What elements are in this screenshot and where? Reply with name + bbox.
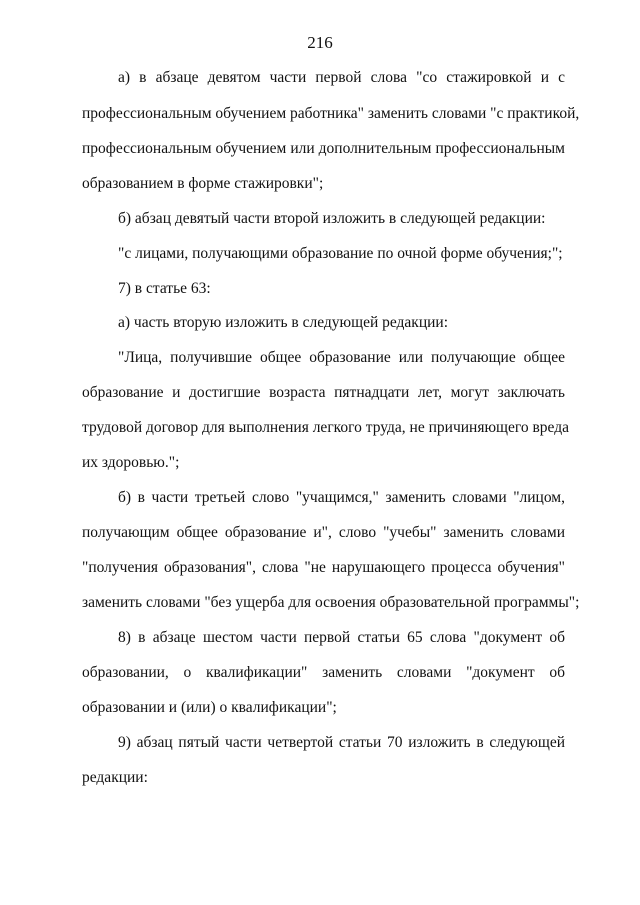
text-line: б) абзац девятый части второй изложить в следующей редакции: (118, 210, 546, 227)
text-line: профессиональным обучением или дополнительным профессиональным (82, 140, 565, 157)
text-line: образованием в форме стажировки"; (82, 175, 324, 192)
page-number: 216 (307, 33, 333, 52)
text-line: трудовой договор для выполнения легкого труда, не причиняющего вреда (82, 419, 569, 436)
text-line: а) в абзаце девятом части первой слова "со стажировкой и с (118, 69, 565, 86)
text-line: заменить словами "без ущерба для освоения образовательной программы"; (82, 594, 580, 611)
text-line: "получения образования", слова "не нарушающего процесса обучения" (82, 559, 565, 576)
text-line: 7) в статье 63: (118, 280, 211, 297)
text-line: 9) абзац пятый части четвертой статьи 70 изложить в следующей (118, 734, 565, 751)
text-line: "с лицами, получающими образование по очной форме обучения;"; (118, 245, 563, 262)
text-line: образовании, о квалификации" заменить словами "документ об (82, 664, 565, 681)
text-line: а) часть вторую изложить в следующей редакции: (118, 314, 449, 331)
text-line: получающим общее образование и", слово "учебы" заменить словами (82, 524, 565, 541)
text-line: профессиональным обучением работника" заменить словами "с практикой, (82, 105, 580, 122)
text-line: б) в части третьей слово "учащимся," заменить словами "лицом, (118, 489, 565, 506)
text-line: "Лица, получившие общее образование или получающие общее (118, 349, 565, 366)
text-line: редакции: (82, 769, 148, 786)
text-line: 8) в абзаце шестом части первой статьи 65 слова "документ об (118, 629, 565, 646)
text-line: образование и достигшие возраста пятнадцати лет, могут заключать (82, 384, 565, 401)
text-line: образовании и (или) о квалификации"; (82, 699, 337, 716)
text-line: их здоровью."; (82, 454, 180, 471)
